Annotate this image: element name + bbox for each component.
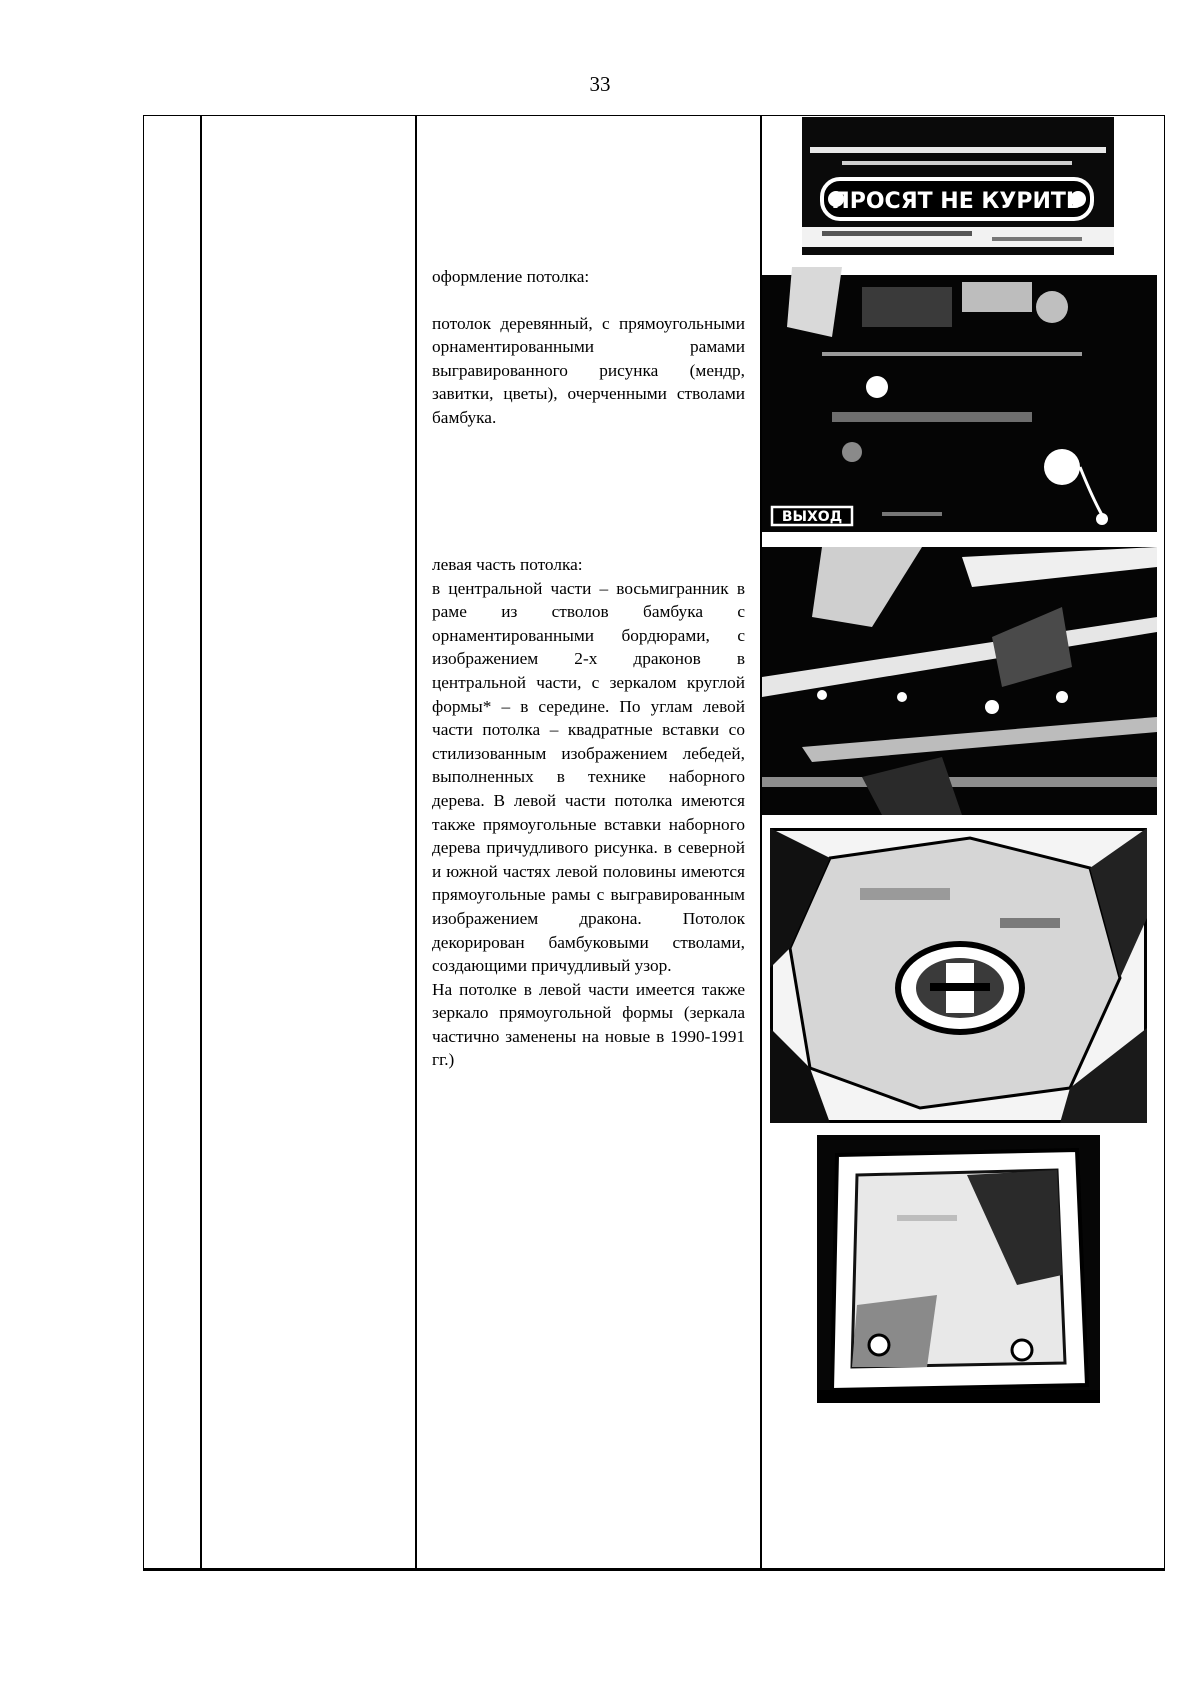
left-ceiling-paragraph-2: На потолке в левой части имеется также зеркало прямоугольной формы (зеркала частично заменены на новые в 1990-1991 гг.): [432, 979, 745, 1070]
photo-octagon-mirror: [770, 828, 1147, 1123]
column-divider-2: [415, 115, 417, 1571]
photo-rectangular-panel: [817, 1135, 1100, 1403]
left-ceiling-description: [432, 553, 745, 1072]
ceiling-paragraph: потолок деревянный, с прямоугольными орнаментированными рамами выгравированного рисунка (мендр, завитки, цветы), очерченными стволами бамбука.: [432, 313, 745, 427]
left-ceiling-heading: левая часть потолка:: [432, 555, 583, 574]
photo-no-smoking-sign: [802, 117, 1114, 255]
sign-text: ПРОСЯТ НЕ КУРИТЬ: [831, 189, 1083, 214]
photo-ceiling-beams: [762, 547, 1157, 815]
photo-ceiling-exit: [762, 267, 1157, 532]
column-divider-1: [200, 115, 202, 1571]
page-number: 33: [589, 72, 611, 96]
left-ceiling-paragraph: в центральной части – восьмигранник в раме из стволов бамбука с орнаментированными бордюрами, с изображением 2-х драконов в центральной части, с зеркалом круглой формы* – в середине. По углам левой части потолка – квадратные вставки со стилизованным изображением лебедей, выполненных в технике наборного дерева. В левой части потолка имеются также прямоугольные вставки наборного дерева причудливого рисунка. в северной и южной частях левой половины имеются прямоугольные рамы с выгравированным изображением дракона. Потолок декорирован бамбуковыми стволами, создающими причудливый узор.: [432, 578, 745, 976]
ceiling-description: [432, 265, 745, 430]
table-bottom-rule: [143, 1568, 1165, 1571]
exit-sign-text: ВЫХОД: [781, 509, 843, 525]
ceiling-heading: оформление потолка:: [432, 267, 590, 286]
